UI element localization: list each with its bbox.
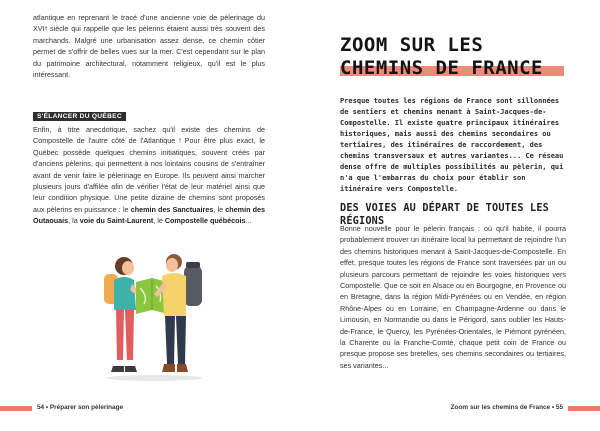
separator: , le	[153, 216, 165, 226]
footer-accent-bar	[0, 406, 32, 411]
lead-paragraph: Presque toutes les régions de France sont sillonnées de sentiers et chemins menant à Saint-Jacques-de-Compostelle. Il existe quatre principaux itinéraires historiques, mais aussi des chemins secondaires ou tertiaires, des itinéraires de raccordement, des chemins transversaux et autres variantes... Ce réseau dense offre de multiples possibilités au pèlerin, qui n'a que l'embarras du choix pour établir son itinéraire vers Compostelle.	[340, 97, 564, 193]
section-subheading: DES VOIES AU DÉPART DE TOUTES LES RÉGIONS	[340, 203, 550, 227]
path-name-sanctuaires: chemin des Sanctuaires	[130, 204, 214, 214]
path-name-saint-laurent: voie du Saint-Laurent	[79, 216, 154, 226]
path-name-outaouais: chemin des Outaouais	[33, 204, 266, 226]
section-tag-quebec: S'ÉLANCER DU QUÉBEC	[33, 112, 126, 121]
footer-accent-bar	[568, 406, 600, 411]
two-hikers-with-map-icon	[92, 252, 214, 382]
chapter-title-block	[340, 34, 570, 80]
right-page	[300, 0, 600, 431]
left-page-footer: 54 • Préparer son pèlerinage	[37, 404, 124, 411]
path-name-compostelle-quebecois: Compostelle québécois	[164, 216, 246, 226]
separator: , le	[213, 204, 226, 214]
intro-paragraph: atlantique en reprenant le tracé d'une ancienne voie de pèlerinage du XVIᵉ siècle qui rappelle que les pèlerins étaient aussi très souvent des marchands. Malgré une urbanisation assez dense, ce chemin côtier permet de s'offrir de belles vues sur la mer. C'est cependant sur le plan du patrimoine architectural, notamment religieux, qu'il est le plus intéressant.	[33, 13, 265, 80]
quebec-text: Enfin, à titre anecdotique, sachez qu'il existe des chemins de Compostelle de l'autre côté de l'Atlantique ! Pour être plus exact, le Québec possède quelques chemins initiatiques, souvent créés par d'anciens pèlerins, qui permettent à nos lointains cousins de s'entraîner avant de venir faire le pèlerinage en Europe. Ils peuvent ainsi marcher plusieurs jours d'affilée afin de vérifier l'état de leur matériel ainsi que leur condition physique. Une petite dizaine de chemins sont proposés aux pèlerins en puissance : le	[33, 125, 265, 214]
chapter-title: ZOOM SUR LES CHEMINS DE FRANCE	[340, 34, 543, 79]
regions-paragraph: Bonne nouvelle pour le pèlerin français : où qu'il habite, il pourra probablement trouver un itinéraire local lui permettant de rejoindre l'un des chemins historiques menant à Saint-Jacques-de-Compostelle. En effet, presque toutes les régions de France sont traversées par un ou plusieurs parcours permettant de rejoindre les voies historiques vers Compostelle. Que ce soit en Alsace ou en Bourgogne, en Provence ou en Bretagne, dans la région Midi-Pyrénées ou en Vendée, en région Rhône-Alpes ou en Lorraine, en Champagne-Ardenne ou dans le Limousin, en Normandie ou dans le Périgord, sans oublier les Hauts-de-France, le Quercy, les Pyrénées-Orientales, le Piémont pyrénéen, la Charente ou la Franche-Comté, chaque petit coin de France ou presque propose ses bretelles, ses chemins secondaires ou tertiaires, ses variantes...	[340, 224, 566, 370]
ellipsis: ...	[245, 216, 252, 226]
right-page-footer: Zoom sur les chemins de France • 55	[450, 404, 563, 411]
quebec-paragraph	[33, 124, 265, 227]
separator: , la	[68, 216, 80, 226]
